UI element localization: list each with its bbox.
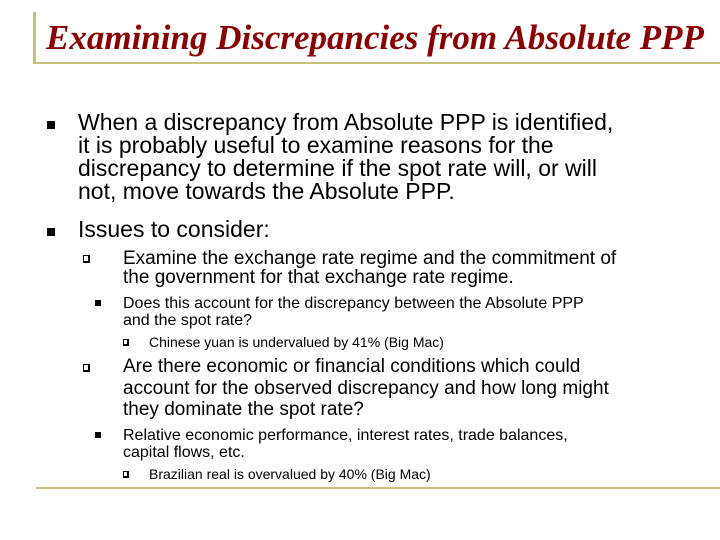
sub-sub-bullet-2-line-1: Relative economic performance, interest rates, trade balances, bbox=[123, 427, 568, 444]
example-chinese-yuan: Chinese yuan is undervalued by 41% (Big Mac) bbox=[149, 334, 444, 350]
sub-bullet-1-line-2: the government for that exchange rate regime. bbox=[123, 267, 514, 288]
slide-title: Examining Discrepancies from Absolute PPP bbox=[46, 18, 704, 57]
hollow-square-bullet-icon bbox=[123, 471, 129, 478]
footer-divider bbox=[36, 487, 720, 489]
bullet-2-line-1: Issues to consider: bbox=[78, 216, 270, 242]
square-bullet-icon bbox=[95, 432, 101, 438]
sub-bullet-2-line-1: Are there economic or financial conditions which could bbox=[123, 356, 581, 377]
bullet-1-line-4: not, move towards the Absolute PPP. bbox=[78, 178, 455, 204]
sub-sub-bullet-1-line-2: and the spot rate? bbox=[123, 312, 252, 329]
square-bullet-icon bbox=[47, 228, 55, 236]
sub-sub-bullet-2-line-2: capital flows, etc. bbox=[123, 444, 245, 461]
bullet-1-line-3: discrepancy to determine if the spot rate will, or will bbox=[78, 155, 597, 181]
sub-bullet-2-line-2: account for the observed discrepancy and how long might bbox=[123, 378, 609, 399]
bullet-1-line-1: When a discrepancy from Absolute PPP is identified, bbox=[78, 109, 614, 135]
square-bullet-icon bbox=[47, 121, 55, 129]
bullet-1-line-2: it is probably useful to examine reasons for the bbox=[78, 132, 554, 158]
sub-bullet-1-line-1: Examine the exchange rate regime and the commitment of bbox=[123, 248, 617, 269]
hollow-square-bullet-icon bbox=[83, 364, 90, 372]
example-brazilian-real: Brazilian real is overvalued by 40% (Big Mac) bbox=[149, 466, 431, 482]
hollow-square-bullet-icon bbox=[123, 339, 129, 346]
sub-sub-bullet-1-line-1: Does this account for the discrepancy between the Absolute PPP bbox=[123, 295, 584, 312]
square-bullet-icon bbox=[95, 300, 101, 306]
sub-bullet-2-line-3: they dominate the spot rate? bbox=[123, 399, 364, 420]
hollow-square-bullet-icon bbox=[83, 255, 90, 263]
